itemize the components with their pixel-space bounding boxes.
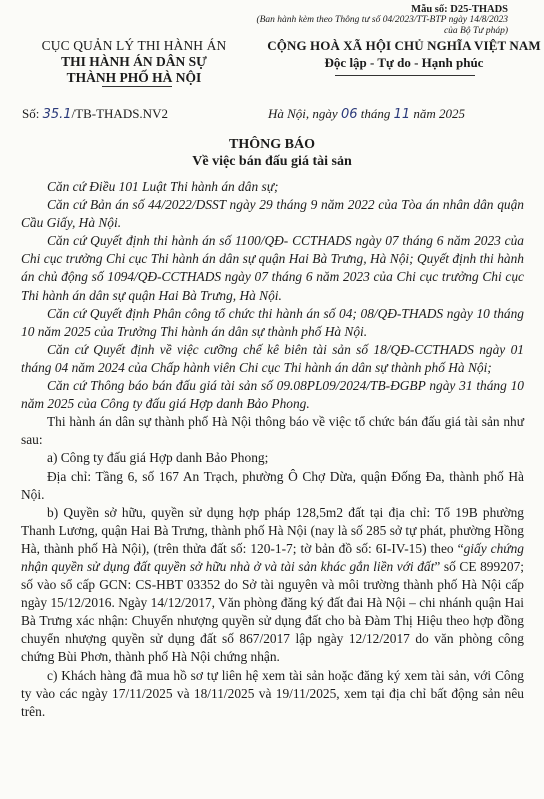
month-handwritten: 11	[393, 107, 411, 122]
announcement-intro: Thi hành án dân sự thành phố Hà Nội thông báo về việc tổ chức bán đấu giá tài sản như sau:	[21, 414, 524, 448]
form-note: (Ban hành kèm theo Thông tư số 04/2023/TT-BTP ngày 14/8/2023 của Bộ Tư pháp)	[256, 15, 508, 36]
basis-paragraph-3: Căn cứ Quyết định thi hành án số 1100/QĐ- CCTHADS ngày 07 tháng 6 năm 2023 của Chi cục trưởng Chi cục Thi hành án dân sự quận Hai Bà Trưng, Hà Nội; Quyết định thi hành án chủ động số 1094/QĐ-CCTHADS ngày 07 tháng 6 năm 2023 của Chi cục trưởng Chi cục Thi hành án dân sự quận Hai Bà Trưng, Hà Nội.	[21, 233, 524, 303]
office-name-line2: THÀNH PHỐ HÀ NỘI	[66, 70, 202, 85]
year-text: năm 2025	[413, 106, 466, 121]
document-body	[21, 178, 524, 721]
national-motto: Độc lập - Tự do - Hạnh phúc	[324, 55, 484, 70]
number-prefix: Số:	[22, 106, 40, 121]
office-name-line1: THI HÀNH ÁN DÂN SỰ	[61, 54, 207, 69]
place-date-prefix: Hà Nội, ngày	[268, 106, 338, 121]
basis-paragraph-2: Căn cứ Bản án số 44/2022/DSST ngày 29 tháng 9 năm 2022 của Tòa án nhân dân quận Cầu Giấy, Hà Nội.	[21, 197, 524, 231]
document-title: THÔNG BÁO	[229, 137, 315, 152]
document-number	[22, 106, 168, 122]
basis-paragraph-1: Căn cứ Điều 101 Luật Thi hành án dân sự;	[47, 179, 279, 194]
month-word: tháng	[360, 106, 391, 121]
certificate-name: giấy chứng nhận quyền sử dụng đất quyền sở hữu nhà ở và tài sản khác gắn liền với đất	[21, 540, 524, 574]
document-title-block	[0, 137, 544, 171]
agency-underline	[102, 86, 172, 87]
place-date	[268, 106, 465, 122]
day-handwritten: 06	[340, 107, 358, 122]
basis-paragraph-6: Căn cứ Thông báo bán đấu giá tài sản số 09.08PL09/2024/TB-ĐGBP ngày 31 tháng 10 năm 2025 của Công ty đấu giá Hợp danh Bảo Phong.	[21, 378, 524, 412]
item-a-auction-company: a) Công ty đấu giá Hợp danh Bảo Phong;	[47, 450, 269, 466]
national-header-block	[264, 38, 544, 72]
document-subtitle: Về việc bán đấu giá tài sản	[192, 154, 352, 169]
basis-paragraph-5: Căn cứ Quyết định về việc cưỡng chế kê biên tài sản số 18/QĐ-CCTHADS ngày 01 tháng 04 năm 2024 của Chấp hành viên Chi cục Thi hành án dân sự thành phố Hà Nội;	[21, 341, 524, 375]
item-c-viewing-schedule: c) Khách hàng đã mua hồ sơ tự liên hệ xem tài sản hoặc đăng ký xem tài sản, với Công ty vào các ngày 17/11/2025 và 18/11/2025 và 19/11/2025, xem tại địa chỉ bất động sản nêu trên.	[21, 667, 524, 719]
asset-description-start: b) Quyền sở hữu, quyền sử dụng hợp pháp 128,5m2 đất tại địa chỉ: Tổ 19B phường Thanh Lương, quận Hai Bà Trưng, thành phố Hà Nội (nay là số 285 sở tự phát, phường Hồng Hà, thành phố Hà Nội), (trên thửa đất số: 120-1-7; tờ bản đồ số: 6I-IV-15) theo “	[21, 504, 524, 556]
item-b-asset-description	[21, 504, 524, 667]
form-code-block	[248, 4, 508, 37]
form-code: Mẫu số: D25-THADS	[411, 4, 508, 15]
issuing-agency-block	[0, 38, 268, 86]
company-address: Địa chỉ: Tầng 6, số 167 An Trạch, phường Ô Chợ Dừa, quận Đống Đa, thành phố Hà Nội.	[21, 468, 524, 502]
basis-paragraph-4: Căn cứ Quyết định Phân công tổ chức thi hành án số 04; 08/QĐ-THADS ngày 10 tháng 10 năm 2025 của Trưởng Thi hành án dân sự thành phố Hà Nội.	[21, 305, 524, 339]
motto-underline	[335, 75, 475, 76]
nation-name: CỘNG HOÀ XÃ HỘI CHỦ NGHĨA VIỆT NAM	[267, 38, 541, 53]
agency-name: CỤC QUẢN LÝ THI HÀNH ÁN	[41, 38, 227, 53]
number-handwritten: 35.1	[42, 107, 72, 122]
asset-description-end: ” số CE 899207; số vào sổ cấp GCN: CS-HBT 03352 do Sở tài nguyên và môi trường thành phố Hà Nội cấp ngày 15/12/2016. Ngày 14/12/2017, Văn phòng đăng ký đất đai Hà Nội – chi nhánh quận Hai Bà Trưng xác nhận: Chuyển nhượng quyền sử dụng đất cho bà Đàm Thị Hiệu theo hợp đồng chuyển nhượng quyền sử dụng đất số 867/2017 lập ngày 12/12/2017 do văn phòng công chứng Bùi Phơn, thành phố Hà Nội chứng nhận.	[21, 558, 524, 665]
number-suffix: /TB-THADS.NV2	[71, 106, 168, 121]
